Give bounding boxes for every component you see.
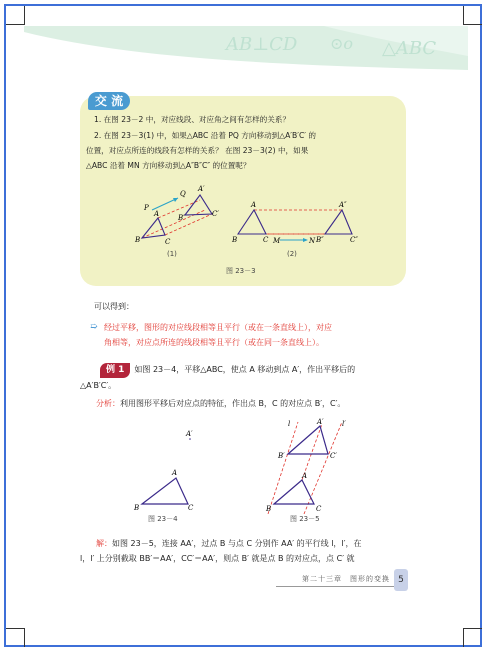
label-a1: A′ — [317, 418, 324, 426]
intro-text: 可以得到： — [94, 302, 134, 311]
footer-rule — [276, 586, 408, 587]
label-c: C — [263, 236, 269, 244]
question-2-line-3: △ABC 沿着 MN 方向移动到△A″B″C″ 的位置呢？ — [86, 161, 251, 170]
figure-23-5 — [262, 418, 362, 514]
exchange-tag: 交 流 — [88, 92, 130, 110]
header-formula-triangle: △ABC — [382, 38, 437, 59]
label-l1: l′ — [342, 420, 346, 428]
label-c1: C′ — [212, 210, 219, 218]
solution-line-1 — [96, 536, 416, 551]
analysis — [96, 396, 416, 411]
label-p: P — [144, 204, 149, 212]
parallel-line-l — [268, 422, 298, 514]
question-1: 1. 在图 23－2 中，对应线段、对应角之间有怎样的关系？ — [94, 115, 291, 124]
crop-mark — [463, 6, 482, 25]
figure-caption-23-3: 图 23－3 — [226, 267, 256, 275]
label-c: C — [165, 238, 171, 246]
chapter-footer: 第二十三章 图形的变换 — [302, 575, 390, 583]
conclusion-line-2: 角相等，对应点所连的线段相等且平行（或在同一条直线上）。 — [104, 338, 324, 347]
label-b: B — [232, 236, 238, 244]
analysis-text: 利用图形平移后对应点的特征，作出点 B，C 的对应点 B′，C′。 — [120, 399, 346, 408]
figure-sub-1: (1) — [167, 250, 177, 258]
label-c2: C″ — [350, 236, 358, 244]
label-b: B — [134, 504, 140, 512]
label-b1: B′ — [178, 214, 185, 222]
figure-caption-23-4: 图 23－4 — [148, 515, 178, 523]
arrow-head — [303, 238, 308, 242]
label-a: A — [302, 472, 308, 480]
figure-23-3 — [120, 178, 370, 248]
solution-label: 解： — [96, 539, 112, 548]
crop-mark — [6, 628, 25, 647]
label-m: M — [273, 237, 281, 245]
label-a1: A′ — [186, 430, 193, 438]
figure-caption-23-5: 图 23－5 — [290, 515, 320, 523]
label-a: A — [251, 201, 257, 209]
figure-23-3-2 — [231, 201, 358, 245]
label-q: Q — [180, 190, 186, 198]
label-a: A — [172, 469, 178, 477]
label-a2: A″ — [339, 201, 347, 209]
triangle-abc — [238, 210, 266, 234]
label-a1: A′ — [198, 185, 205, 193]
triangle-abc — [274, 480, 314, 504]
solution-text-1: 如图 23－5，连接 AA′，过点 B 与点 C 分别作 AA′ 的平行线 l，l′，在 — [112, 539, 362, 548]
crop-mark — [463, 628, 482, 647]
triangle-abc — [142, 478, 188, 504]
question-2-line-1: 2. 在图 23－3(1) 中，如果△ABC 沿着 PQ 方向移动到△A′B′C′ 的 — [94, 131, 316, 140]
example-tag: 例 1 — [100, 363, 130, 378]
label-b: B — [135, 236, 141, 244]
crop-mark — [6, 6, 25, 25]
label-l: l — [288, 420, 291, 428]
question-2-line-2: 位置，对应点所连的线段有怎样的关系？ 在图 23－3(2) 中，如果 — [86, 146, 309, 155]
triangle-a2b2c2 — [325, 210, 352, 234]
label-c1: C′ — [330, 452, 337, 460]
triangle-a1b1c1 — [288, 426, 328, 454]
label-a: A — [154, 210, 160, 218]
example-line-2: △A′B′C′。 — [80, 381, 117, 390]
triangle-a1b1c1 — [185, 195, 212, 215]
example-line-1 — [100, 362, 410, 378]
example-text: 如图 23－4，平移△ABC，使点 A 移动到点 A′，作出平移后的 — [134, 365, 356, 374]
triangle-abc — [142, 218, 165, 238]
figure-23-4 — [130, 418, 210, 514]
page-number: 5 — [394, 569, 408, 591]
header-formula-perp: AB⊥CD — [226, 34, 298, 55]
label-b1: B′ — [278, 452, 285, 460]
conclusion-line-1: 经过平移，图形的对应线段相等且平行（或在一条直线上），对应 — [104, 323, 332, 332]
label-c: C — [316, 505, 322, 513]
label-c: C — [188, 504, 194, 512]
figure-23-3-1 — [134, 185, 219, 246]
figure-sub-2: (2) — [287, 250, 297, 258]
analysis-label: 分析： — [96, 399, 120, 408]
label-b2: B″ — [316, 236, 324, 244]
label-n: N — [309, 237, 316, 245]
point-a1 — [189, 438, 191, 440]
solution-line-2: l，l′ 上分别截取 BB′＝AA′，CC′＝AA′，则点 B′ 就是点 B 的对应点，点 C′ 就 — [80, 554, 355, 563]
label-b: B — [266, 505, 272, 513]
header-formula-circle: ⊙o — [330, 34, 354, 53]
bullet-icon: ➯ — [90, 322, 98, 332]
